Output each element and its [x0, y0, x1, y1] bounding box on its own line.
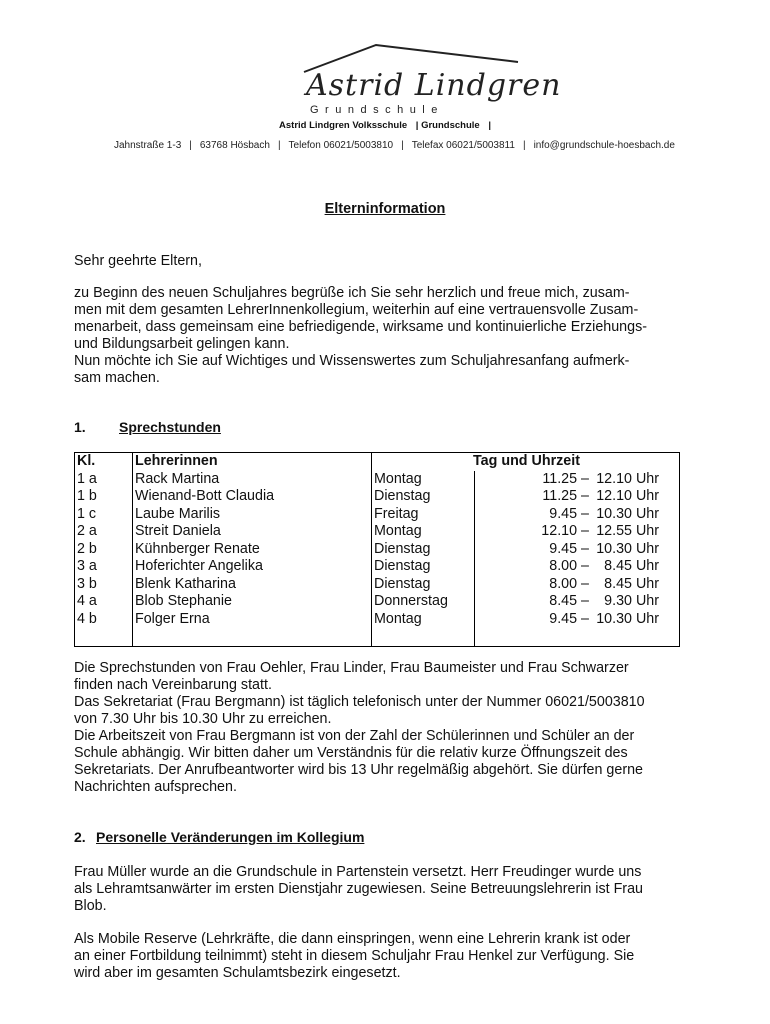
cell-teacher: Folger Erna	[133, 611, 372, 629]
section-number: 2.	[74, 829, 86, 845]
text-line: Schule abhängig. Wir bitten daher um Verständnis für die relativ kurze Öffnungszeit des	[74, 745, 628, 761]
cell-teacher: Rack Martina	[133, 471, 372, 489]
cell-teacher: Wienand-Bott Claudia	[133, 488, 372, 506]
school-name-2: Grundschule	[421, 120, 480, 131]
time-from: 8.45 –	[549, 593, 589, 609]
table-row	[75, 471, 680, 489]
cell-time	[475, 593, 680, 611]
time-from: 9.45 –	[549, 540, 589, 557]
header-teacher: Lehrerinnen	[133, 453, 372, 471]
section-heading-personnel	[74, 829, 364, 845]
time-from: 12.10 –	[541, 523, 589, 539]
time-from: 8.00 –	[549, 575, 589, 592]
text-line: Sekretariats. Der Anrufbeantworter wird bis 13 Uhr regelmäßig abgehört. Sie dürfen gerne	[74, 762, 643, 778]
page-title: Elterninformation	[324, 201, 446, 217]
cell-teacher: Hoferichter Angelika	[133, 558, 372, 576]
intro-line: menarbeit, dass gemeinsam eine befriedigende, wirksame und kontinuierliche Erziehungs-	[74, 319, 647, 335]
cell-time	[475, 506, 680, 524]
text-line: Als Mobile Reserve (Lehrkräfte, die dann einspringen, wenn eine Lehrerin krank ist oder	[74, 931, 631, 947]
logo-name: Astrid Lindgren	[306, 68, 562, 103]
cell-class: 1 b	[75, 488, 133, 506]
table-row	[75, 488, 680, 506]
time-to: 10.30 Uhr	[596, 540, 659, 557]
cell-teacher: Kühnberger Renate	[133, 541, 372, 559]
table-row	[75, 576, 680, 594]
cell-day: Dienstag	[372, 541, 475, 559]
cell-time	[475, 576, 680, 594]
cell-time	[475, 611, 680, 629]
text-line: Die Arbeitszeit von Frau Bergmann ist von der Zahl der Schülerinnen und Schüler an der	[74, 728, 635, 744]
cell-teacher: Laube Marilis	[133, 506, 372, 524]
cell-day: Freitag	[372, 506, 475, 524]
table-header-row	[75, 453, 680, 471]
cell-class: 2 a	[75, 523, 133, 541]
contact-email[interactable]: info@grundschule-hoesbach.de	[533, 140, 675, 151]
cell-day: Donnerstag	[372, 593, 475, 611]
office-hours-notes	[74, 660, 699, 796]
time-from: 9.45 –	[549, 505, 589, 522]
school-name-1: Astrid Lindgren Volksschule	[279, 120, 408, 131]
cell-time	[475, 488, 680, 506]
table-row	[75, 541, 680, 559]
table-row	[75, 593, 680, 611]
text-line: Frau Müller wurde an die Grundschule in Partenstein versetzt. Herr Freudinger wurde uns	[74, 864, 642, 880]
contact-city: 63768 Hösbach	[199, 140, 270, 151]
intro-line: Nun möchte ich Sie auf Wichtiges und Wissenswertes zum Schuljahresanfang aufmerk-	[74, 353, 630, 369]
office-hours-table	[74, 452, 680, 647]
cell-class: 1 a	[75, 471, 133, 489]
header-time: Tag und Uhrzeit	[372, 453, 680, 471]
time-to: 10.30 Uhr	[596, 505, 659, 522]
logo-subtitle: Grundschule	[310, 104, 444, 116]
cell-day: Montag	[372, 523, 475, 541]
time-to: 9.30 Uhr	[604, 593, 659, 609]
cell-day: Dienstag	[372, 558, 475, 576]
intro-paragraph	[74, 285, 699, 387]
section-title: Sprechstunden	[119, 419, 221, 435]
table-row	[75, 506, 680, 524]
greeting: Sehr geehrte Eltern,	[74, 253, 202, 269]
time-to: 8.45 Uhr	[604, 558, 659, 574]
text-line: von 7.30 Uhr bis 10.30 Uhr zu erreichen.	[74, 711, 332, 727]
cell-teacher: Blob Stephanie	[133, 593, 372, 611]
text-line: Nachrichten aufsprechen.	[74, 779, 237, 795]
cell-teacher: Blenk Katharina	[133, 576, 372, 594]
intro-line: men mit dem gesamten LehrerInnenkollegium, weiterhin auf eine vertrauensvolle Zusam-	[74, 302, 639, 318]
text-line: wird aber im gesamten Schulamtsbezirk eingesetzt.	[74, 965, 401, 981]
cell-day: Dienstag	[372, 576, 475, 594]
cell-day: Dienstag	[372, 488, 475, 506]
school-names-line: Astrid Lindgren Volksschule | Grundschule |	[279, 120, 491, 131]
cell-class: 4 b	[75, 611, 133, 629]
section-title: Personelle Veränderungen im Kollegium	[96, 829, 365, 845]
time-from: 9.45 –	[549, 610, 589, 627]
text-line: als Lehramtsanwärter im ersten Dienstjahr zugewiesen. Seine Betreuungslehrerin ist Frau	[74, 881, 643, 897]
intro-line: und Bildungsarbeit gelingen kann.	[74, 336, 290, 352]
school-logo	[296, 42, 562, 116]
section-number: 1.	[74, 419, 86, 435]
contact-line: Jahnstraße 1-3 | 63768 Hösbach | Telefon 06021/5003810 | Telefax 06021/5003811 | info@grundschule-hoesbach.de	[114, 140, 675, 151]
cell-time	[475, 541, 680, 559]
cell-day: Montag	[372, 471, 475, 489]
cell-class: 3 b	[75, 576, 133, 594]
cell-day: Montag	[372, 611, 475, 629]
intro-line: sam machen.	[74, 370, 160, 386]
time-to: 8.45 Uhr	[604, 575, 659, 592]
contact-address: Jahnstraße 1-3	[114, 140, 182, 151]
table-row-empty	[75, 628, 680, 647]
time-to: 12.10 Uhr	[596, 488, 659, 504]
cell-class: 4 a	[75, 593, 133, 611]
table-row	[75, 523, 680, 541]
time-from: 11.25 –	[542, 488, 589, 504]
header-class: Kl.	[75, 453, 133, 471]
contact-phone: Telefon 06021/5003810	[288, 140, 394, 151]
text-line: finden nach Vereinbarung statt.	[74, 677, 272, 693]
personnel-paragraph-2	[74, 931, 699, 982]
cell-time	[475, 558, 680, 576]
text-line: Die Sprechstunden von Frau Oehler, Frau Linder, Frau Baumeister und Frau Schwarzer	[74, 660, 629, 676]
contact-fax: Telefax 06021/5003811	[411, 140, 515, 151]
table-row	[75, 558, 680, 576]
time-from: 11.25 –	[542, 470, 589, 487]
personnel-paragraph-1	[74, 864, 699, 915]
cell-class: 2 b	[75, 541, 133, 559]
time-to: 10.30 Uhr	[596, 610, 659, 627]
intro-line: zu Beginn des neuen Schuljahres begrüße ich Sie sehr herzlich und freue mich, zusam-	[74, 285, 630, 301]
time-from: 8.00 –	[549, 558, 589, 574]
time-to: 12.55 Uhr	[596, 523, 659, 539]
cell-class: 1 c	[75, 506, 133, 524]
text-line: Blob.	[74, 898, 107, 914]
time-to: 12.10 Uhr	[596, 470, 659, 487]
text-line: Das Sekretariat (Frau Bergmann) ist täglich telefonisch unter der Nummer 06021/5003810	[74, 694, 645, 710]
table-row	[75, 611, 680, 629]
section-heading-sprechstunden	[74, 419, 221, 435]
cell-time	[475, 471, 680, 489]
cell-time	[475, 523, 680, 541]
cell-teacher: Streit Daniela	[133, 523, 372, 541]
cell-class: 3 a	[75, 558, 133, 576]
text-line: an einer Fortbildung teilnimmt) steht in diesem Schuljahr Frau Henkel zur Verfügung. Sie	[74, 948, 635, 964]
